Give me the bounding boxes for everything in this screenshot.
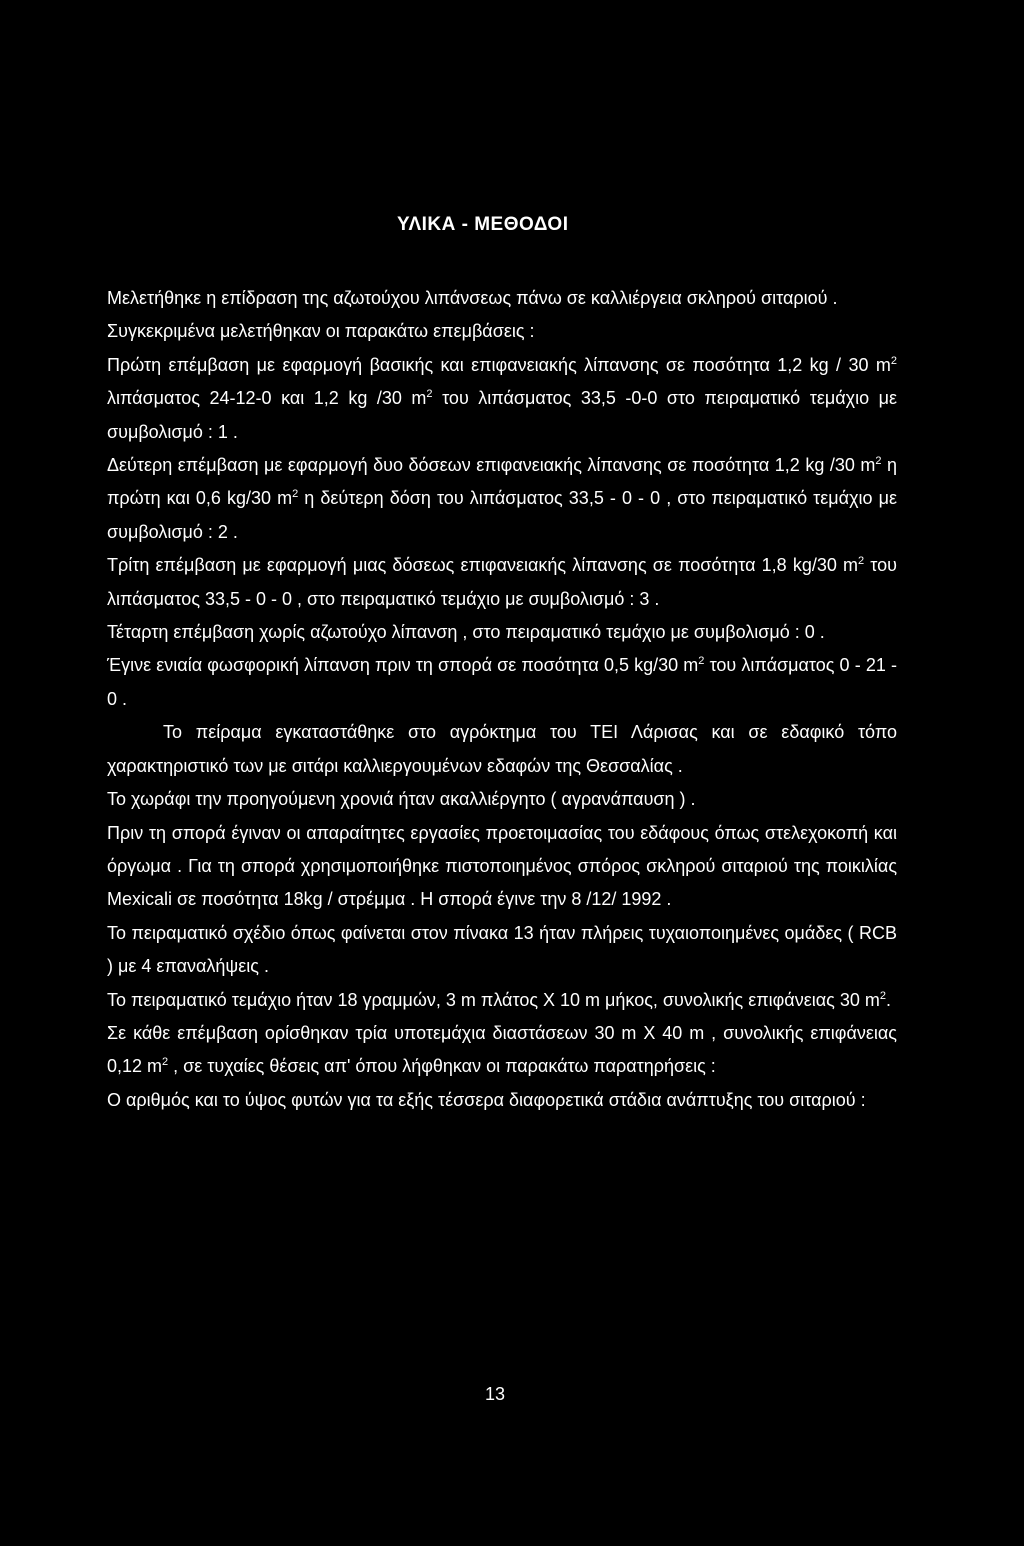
paragraph: Έγινε ενιαία φωσφορική λίπανση πριν τη σπορά σε ποσότητα 0,5 kg/30 $m^2$ του λιπάσματος 0 - 21 - 0 . — [107, 655, 897, 709]
paragraph: Μελετήθηκε η επίδραση της αζωτούχου λιπάνσεως πάνω σε καλλιέργεια σκληρού σιταριού . — [107, 288, 838, 308]
page-number: 13 — [485, 1384, 506, 1404]
paragraph: Το πείραμα εγκαταστάθηκε στο αγρόκτημα του ΤΕΙ Λάρισας και σε εδαφικό τόπο χαρακτηριστικό των με σιτάρι καλλιεργουμένων εδαφών της Θεσσαλίας . — [107, 722, 897, 776]
section-heading: ΥΛΙΚΑ - ΜΕΘΟΔΟΙ — [397, 214, 569, 235]
body-text — [107, 282, 897, 1117]
paragraph: Πριν τη σπορά έγιναν οι απαραίτητες εργασίες προετοιμασίας του εδάφους όπως στελεχοκοπή και όργωμα . Για τη σπορά χρησιμοποιήθηκε πιστοποιημένος σπόρος σκληρού σιταριού της ποικιλίας Mexicali σε ποσότητα 18kg / στρέμμα . Η σπορά έγινε την 8 /12/ 1992 . — [107, 822, 897, 910]
paragraph: Τρίτη επέμβαση με εφαρμογή μιας δόσεως επιφανειακής λίπανσης σε ποσότητα 1,8 kg/30 $m^2$ του λιπάσματος 33,5 - 0 - 0 , στο πειραματικό τεμάχιο με συμβολισμό : 3 . — [107, 555, 897, 609]
document-page — [107, 0, 897, 1546]
paragraph: Το χωράφι την προηγούμενη χρονιά ήταν ακαλλιέργητο ( αγρανάπαυση ) . — [107, 789, 696, 810]
paragraph: Ο αριθμός και το ύψος φυτών για τα εξής τέσσερα διαφορετικά στάδια ανάπτυξης του σιταριού : — [107, 1089, 866, 1110]
paragraph: Το πειραματικό τεμάχιο ήταν 18 γραμμών, 3 m πλάτος X 10 m μήκος, συνολικής επιφάνειας 30 $m^2$. — [107, 989, 891, 1010]
paragraph: Το πειραματικό σχέδιο όπως φαίνεται στον πίνακα 13 ήταν πλήρεις τυχαιοποιημένες ομάδες ( RCB ) με 4 επαναλήψεις . — [107, 922, 897, 977]
paragraph: Δεύτερη επέμβαση με εφαρμογή δυο δόσεων επιφανειακής λίπανσης σε ποσότητα 1,2 kg /30 $m^2$ η πρώτη και 0,6 kg/30 $m^2$ η δεύτερη δόση του λιπάσματος 33,5 - 0 - 0 , στο πειραματικό τεμάχιο με συμβολισμό : 2 . — [107, 455, 897, 542]
paragraph: Σε κάθε επέμβαση ορίσθηκαν τρία υποτεμάχια διαστάσεων 30 m X 40 m , συνολικής επιφάνειας 0,12 $m^2$ , σε τυχαίες θέσεις απ' όπου λήφθηκαν οι παρακάτω παρατηρήσεις : — [107, 1022, 897, 1077]
paragraph: Τέταρτη επέμβαση χωρίς αζωτούχο λίπανση , στο πειραματικό τεμάχιο με συμβολισμό : 0 . — [107, 622, 825, 643]
paragraph: Πρώτη επέμβαση με εφαρμογή βασικής και επιφανειακής λίπανσης σε ποσότητα 1,2 kg / 30 $m^2$ λιπάσματος 24-12-0 και 1,2 kg /30 $m^2$ του λιπάσματος 33,5 -0-0 στο πειραματικό τεμάχιο με συμβολισμό : 1 . — [107, 354, 897, 442]
paragraph: Συγκεκριμένα μελετήθηκαν οι παρακάτω επεμβάσεις : — [107, 321, 535, 342]
